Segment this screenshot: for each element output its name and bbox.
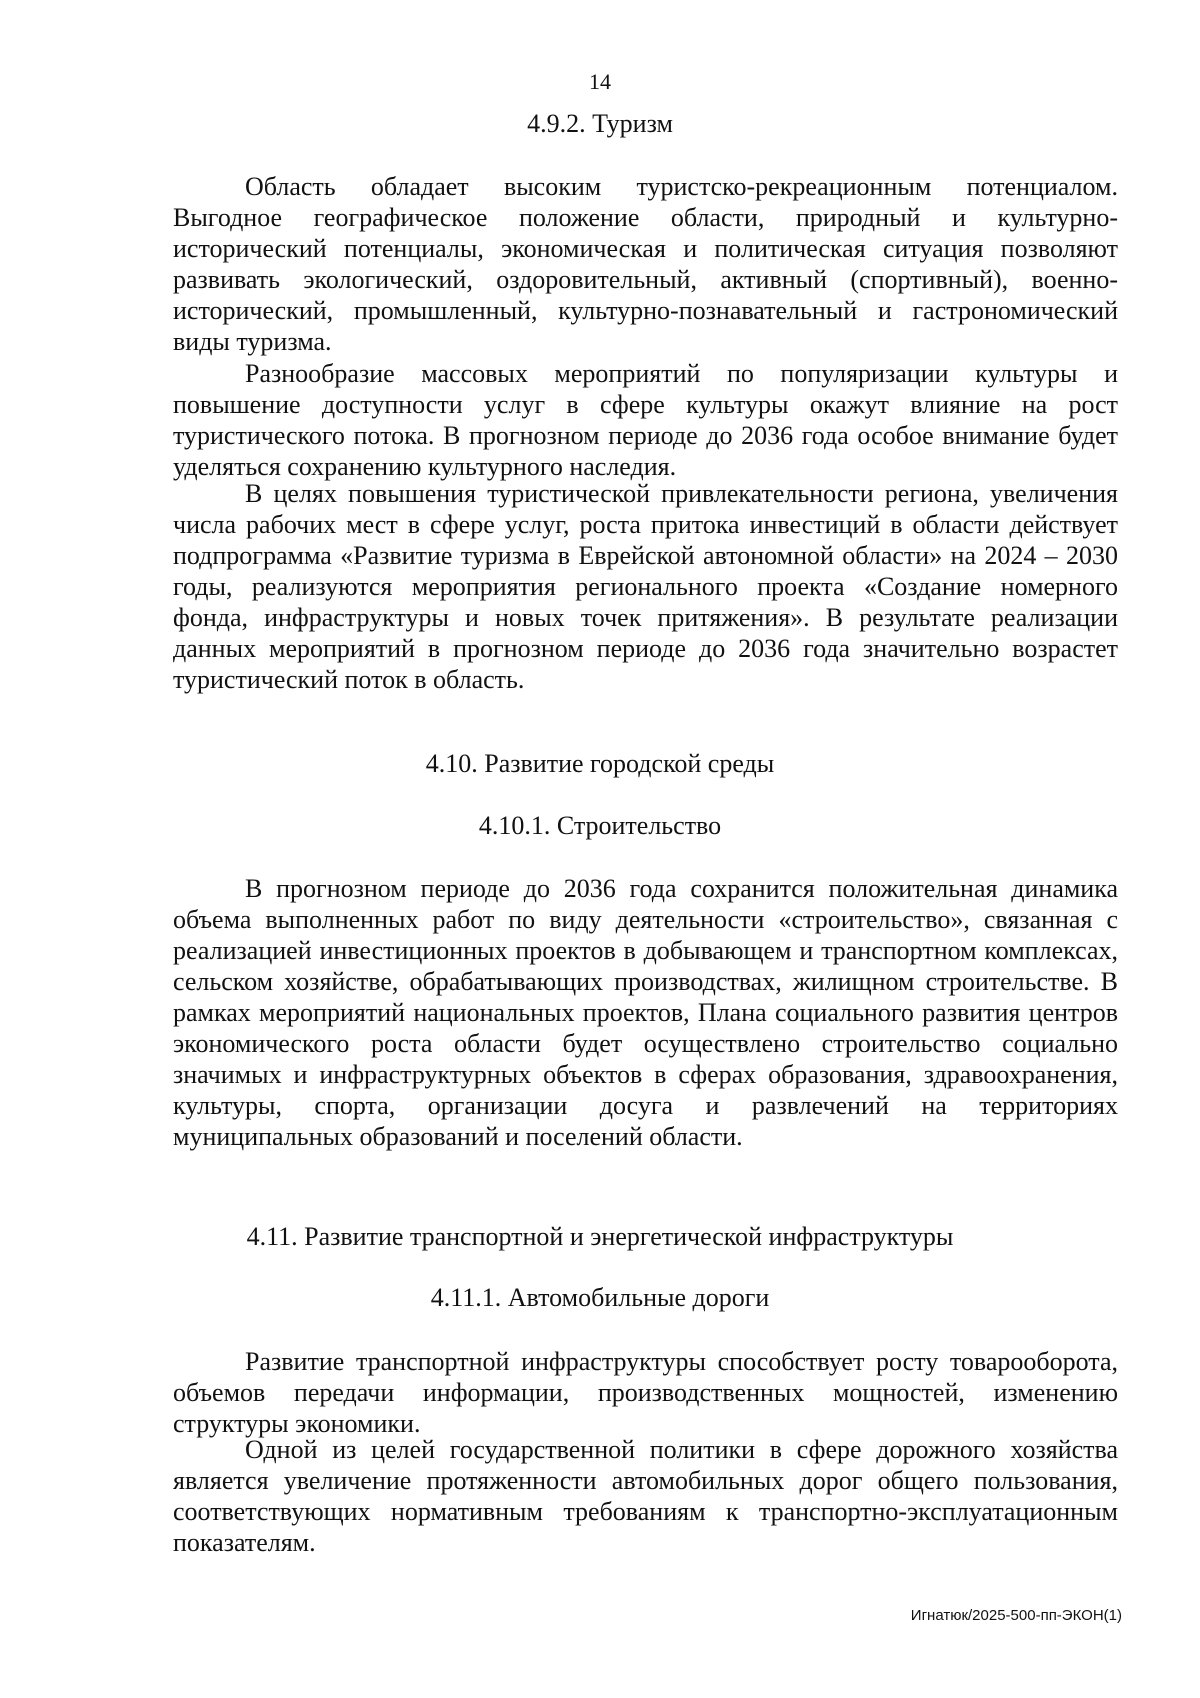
document-code: Игнатюк/2025-500-пп-ЭКОН(1) (910, 1607, 1122, 1624)
heading-roads: 4.11.1. Автомобильные дороги (430, 1283, 770, 1312)
heading-urban-environment: 4.10. Развитие городской среды (425, 749, 775, 778)
heading-construction: 4.10.1. Строительство (478, 811, 722, 840)
paragraph-tourism-2: Разнообразие массовых мероприятий по популяризации культуры и повышение доступности услуг в сфере культуры окажут влияние на рост туристического потока. В прогнозном периоде до 2036 года особое внимание будет уделяться сохранению культурного наследия. (173, 359, 1118, 481)
paragraph-roads-2: Одной из целей государственной политики в сфере дорожного хозяйства является увеличение протяженности автомобильных дорог общего пользования, соответствующих нормативным требованиям к транспортно-эксплуатационным показателям. (173, 1435, 1118, 1557)
heading-tourism: 4.9.2. Туризм (527, 109, 673, 138)
paragraph-roads-1: Развитие транспортной инфраструктуры способствует росту товарооборота, объемов передачи информации, производственных мощностей, изменению структуры экономики. (173, 1347, 1118, 1438)
page-number: 14 (589, 69, 611, 94)
paragraph-construction: В прогнозном периоде до 2036 года сохранится положительная динамика объема выполненных работ по виду деятельности «строительство», связанная с реализацией инвестиционных проектов в добывающем и транспортном комплексах, сельском хозяйстве, обрабатывающих производствах, жилищном строительстве. В рамках мероприятий национальных проектов, Плана социального развития центров экономического роста области будет осуществлено строительство социально значимых и инфраструктурных объектов в сферах образования, здравоохранения, культуры, спорта, организации досуга и развлечений на территориях муниципальных образований и поселений области. (173, 874, 1118, 1151)
paragraph-tourism-1: Область обладает высоким туристско-рекреационным потенциалом. Выгодное географическое положение области, природный и культурно-исторический потенциалы, экономическая и политическая ситуация позволяют развивать экологический, оздоровительный, активный (спортивный), военно-исторический, промышленный, культурно-познавательный и гастрономический виды туризма. (173, 172, 1118, 356)
paragraph-tourism-3: В целях повышения туристической привлекательности региона, увеличения числа рабочих мест в сфере услуг, роста притока инвестиций в области действует подпрограмма «Развитие туризма в Еврейской автономной области» на 2024 – 2030 годы, реализуются мероприятия регионального проекта «Создание номерного фонда, инфраструктуры и новых точек притяжения». В результате реализации данных мероприятий в прогнозном периоде до 2036 года значительно возрастет туристический поток в область. (173, 479, 1118, 694)
heading-transport-infrastructure: 4.11. Развитие транспортной и энергетической инфраструктуры (246, 1222, 954, 1251)
